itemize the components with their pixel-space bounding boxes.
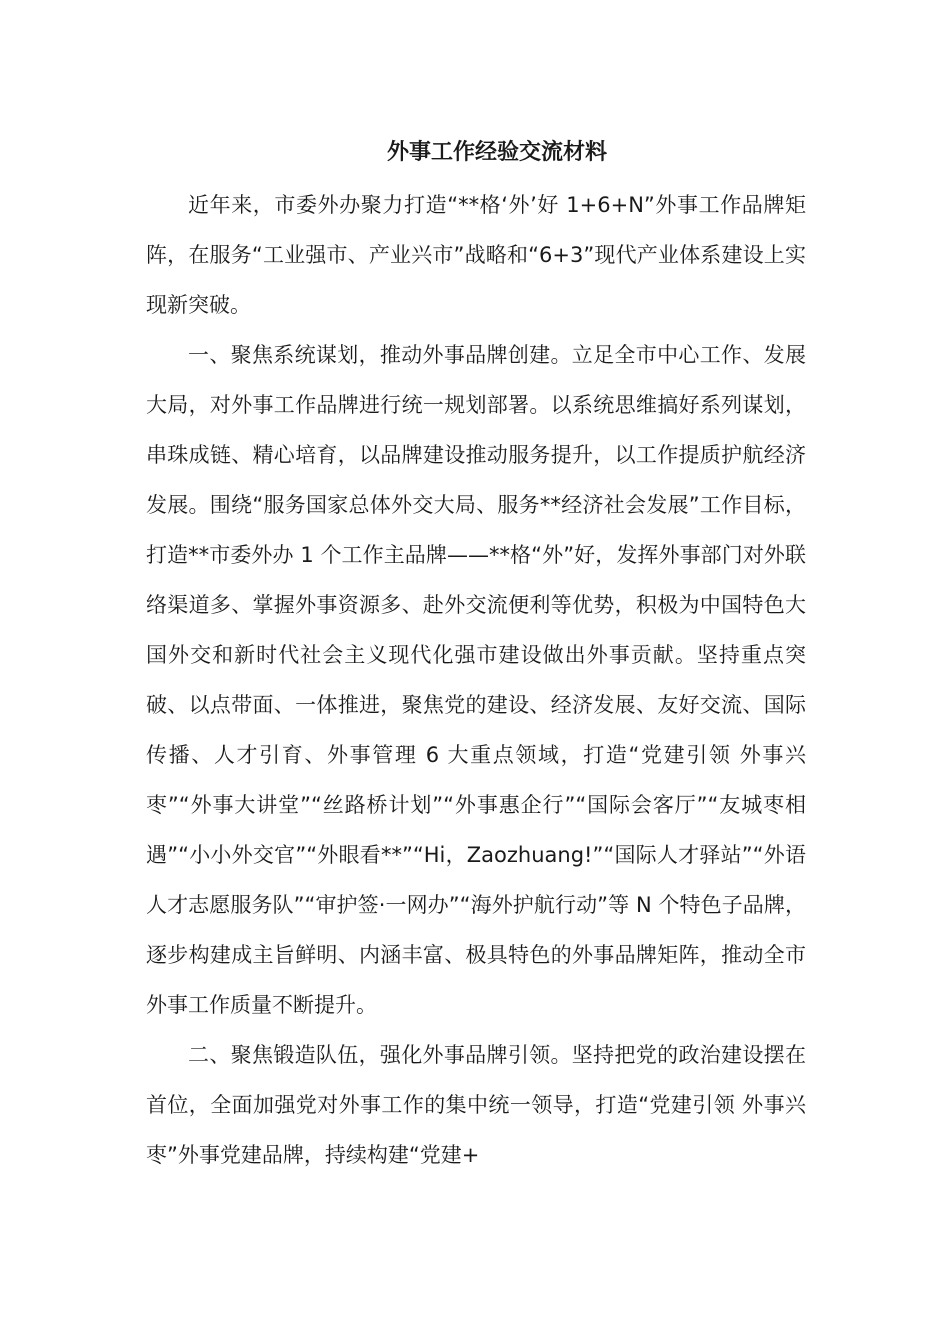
document-body xyxy=(146,180,806,1180)
document-title: 外事工作经验交流材料 xyxy=(386,140,607,165)
paragraph-intro: 近年来，市委外办聚力打造“**格‘外’好 1+6+N”外事工作品牌矩阵，在服务“工业强市、产业兴市”战略和“6+3”现代产业体系建设上实现新突破。 xyxy=(146,193,806,317)
paragraph-section-1: 一、聚焦系统谋划，推动外事品牌创建。立足全市中心工作、发展大局，对外事工作品牌进行统一规划部署。以系统思维搞好系列谋划，串珠成链、精心培育，以品牌建设推动服务提升，以工作提质护航经济发展。围绕“服务国家总体外交大局、服务**经济社会发展”工作目标，打造**市委外办 1 个工作主品牌——**格“外”好，发挥外事部门对外联络渠道多、掌握外事资源多、赴外交流便利等优势，积极为中国特色大国外交和新时代社会主义现代化强市建设做出外事贡献。坚持重点突破、以点带面、一体推进，聚焦党的建设、经济发展、友好交流、国际传播、人才引育、外事管理 6 大重点领域，打造“党建引领 外事兴枣”“外事大讲堂”“丝路桥计划”“外事惠企行”“国际会客厅”“友城枣相遇”“小小外交官”“外眼看**”“Hi，Zaozhuang!”“国际人才驿站”“外语人才志愿服务队”“审护签·一网办”“海外护航行动”等 N 个特色子品牌，逐步构建成主旨鲜明、内涵丰富、极具特色的外事品牌矩阵，推动全市外事工作质量不断提升。 xyxy=(146,343,806,1017)
paragraph-section-2: 二、聚焦锻造队伍，强化外事品牌引领。坚持把党的政治建设摆在首位，全面加强党对外事工作的集中统一领导，打造“党建引领 外事兴枣”外事党建品牌，持续构建“党建+ xyxy=(146,1043,806,1167)
